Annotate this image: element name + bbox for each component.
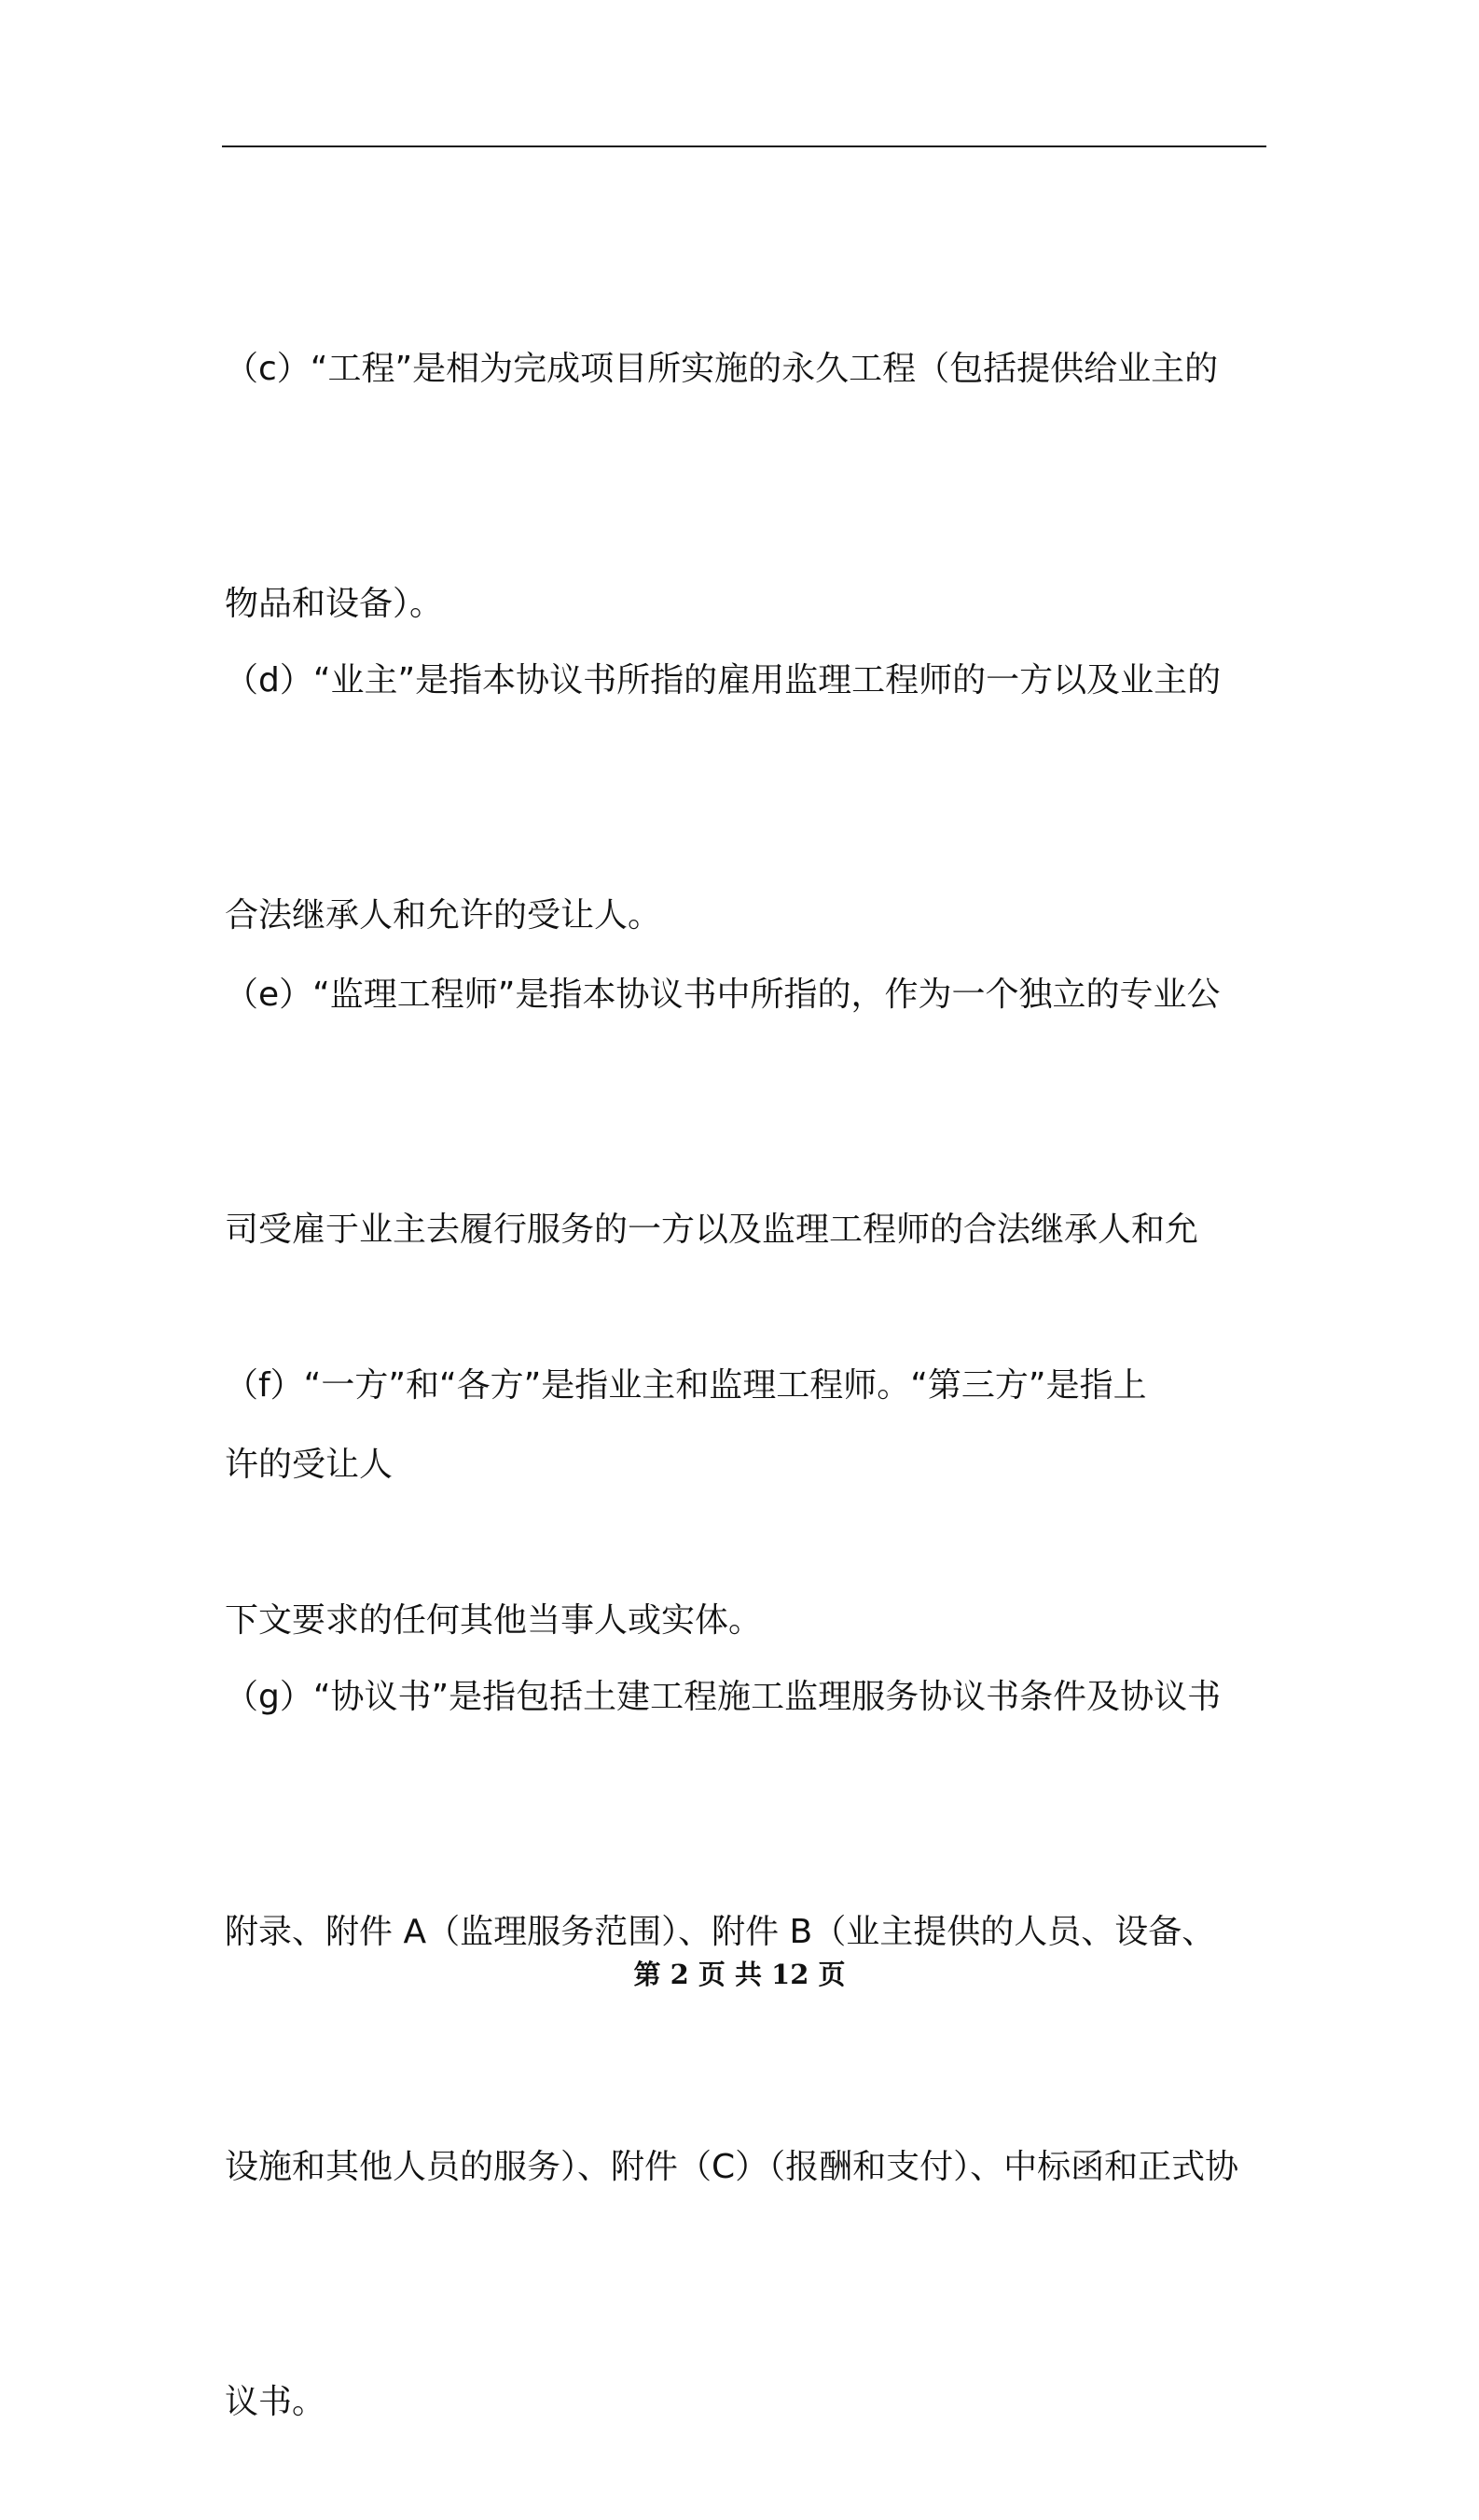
paragraph-line: （f）“一方”和“各方”是指业主和监理工程师。“第三方”是指上 [225, 1366, 1147, 1405]
paragraph-line: （g）“协议书”是指包括土建工程施工监理服务协议书条件及协议书 [225, 1678, 1222, 1716]
header-rule [222, 145, 1266, 147]
page-number-footer: 第 2 页 共 12 页 [633, 1959, 846, 1990]
definition-paragraph-agreement [225, 1502, 1269, 2520]
paragraph-line: （e）“监理工程师”是指本协议书中所指的，作为一个独立的专业公 [225, 976, 1221, 1014]
paragraph-line: 司受雇于业主去履行服务的一方以及监理工程师的合法继承人和允 [225, 1211, 1199, 1249]
paragraph-line: 下文要求的任何其他当事人或实体。 [225, 1601, 763, 1640]
paragraph-line: （c）“工程”是相为完成项目所实施的永久工程（包括提供给业主的 [225, 350, 1219, 388]
paragraph-line: 合法继承人和允许的受让人。 [225, 896, 662, 935]
paragraph-line: 设施和其他人员的服务）、附件（C）（报酬和支付）、中标函和正式协 [225, 2148, 1239, 2186]
paragraph-line: （d）“业主”是指本协议书所指的雇用监理工程师的一方以及业主的 [225, 661, 1222, 699]
paragraph-line: 许的受让人 [225, 1446, 394, 1484]
paragraph-line: 附录、附件 A（监理服务范围）、附件 B（业主提供的人员、设备、 [225, 1913, 1216, 1951]
paragraph-line: 议书。 [225, 2383, 326, 2421]
paragraph-line: 物品和设备）。 [225, 585, 444, 623]
